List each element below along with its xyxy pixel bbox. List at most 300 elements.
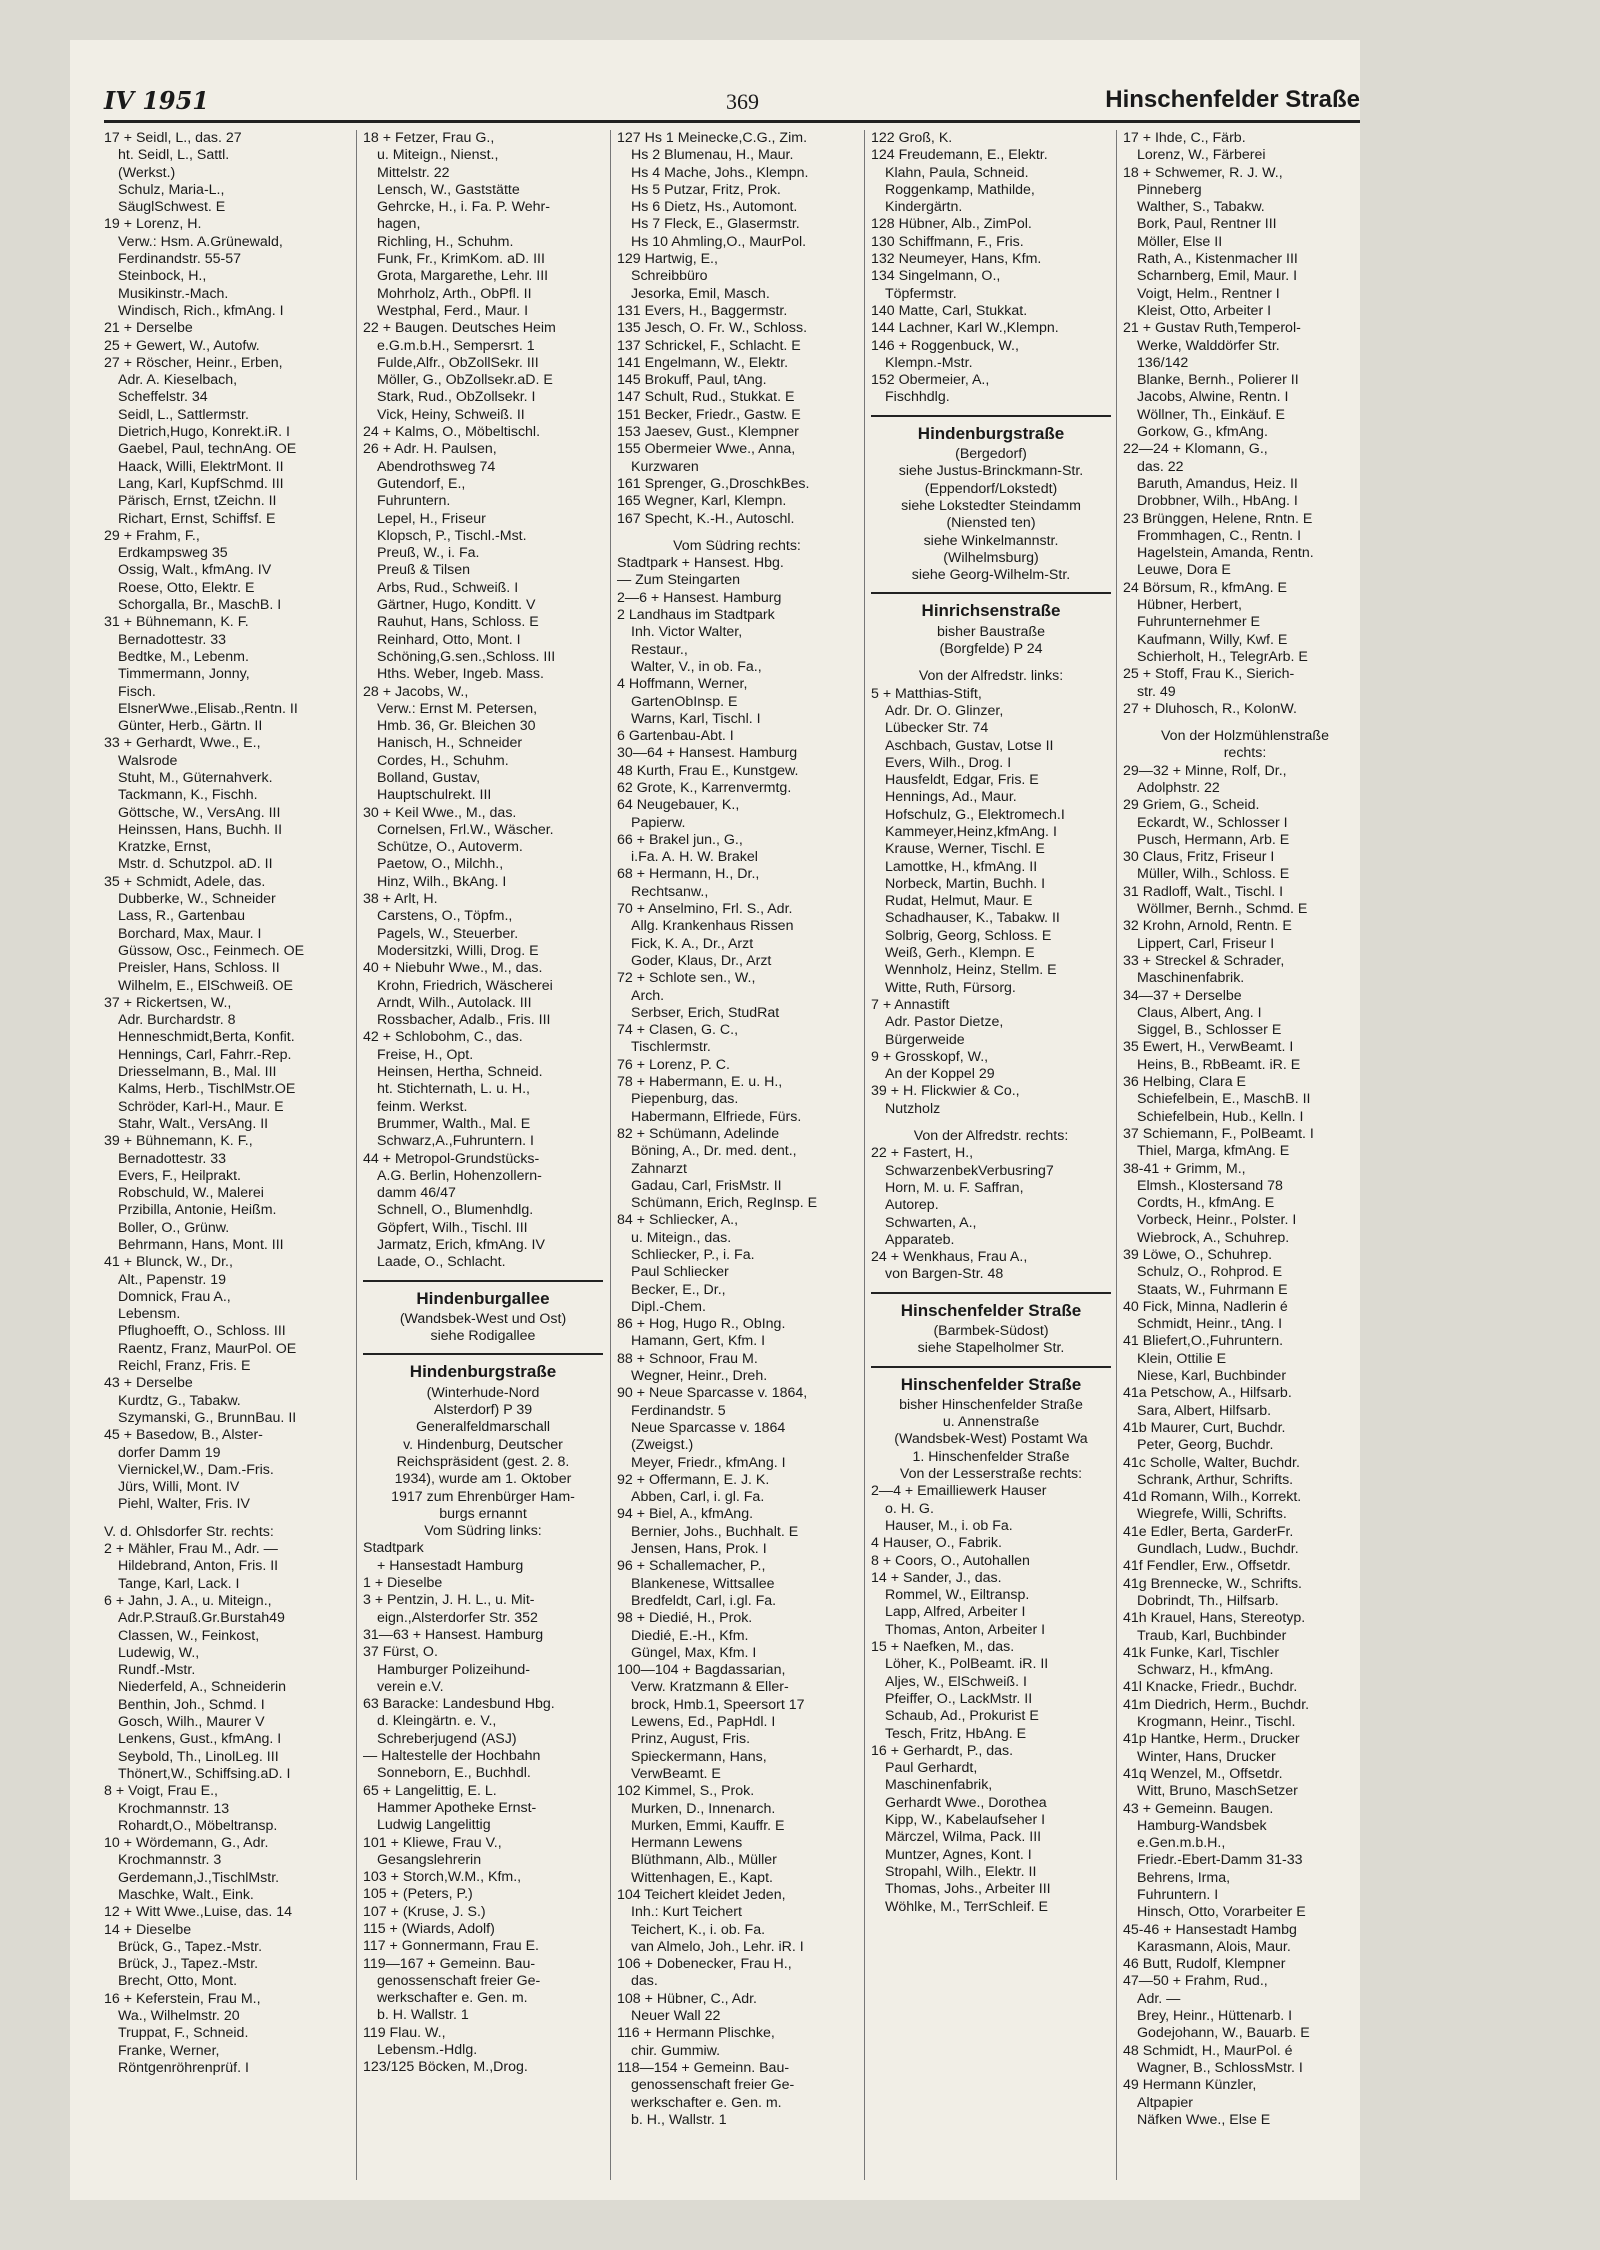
resident-entry: Hamburger Polizeihund- bbox=[377, 1661, 530, 1678]
house-entry: 22 + Fastert, H., bbox=[871, 1145, 974, 1162]
house-entry: 119—167 + Gemeinn. Bau- bbox=[363, 1955, 536, 1972]
resident-entry: SäuglSchwest. E bbox=[118, 199, 226, 216]
section-note: (Barmbek-Südost) bbox=[933, 1323, 1049, 1339]
house-entry: 122 Groß, K. bbox=[871, 130, 953, 146]
house-entry: 165 Wegner, Karl, Klempn. bbox=[617, 493, 787, 510]
resident-entry: Walter, V., in ob. Fa., bbox=[631, 658, 762, 675]
house-entry: 45-46 + Hansestadt Hambg bbox=[1123, 1921, 1297, 1938]
resident-entry: Witte, Ruth, Fürsorg. bbox=[885, 979, 1016, 996]
resident-entry: Werke, Walddörfer Str. bbox=[1137, 337, 1280, 354]
resident-entry: Dipl.-Chem. bbox=[631, 1298, 706, 1315]
house-entry: 41b Maurer, Curt, Buchdr. bbox=[1123, 1419, 1286, 1436]
house-entry: 115 + (Wiards, Adolf) bbox=[363, 1920, 495, 1937]
resident-entry: Fuhruntern. bbox=[377, 493, 451, 510]
resident-entry: Lepel, H., Friseur bbox=[377, 510, 486, 527]
house-entry: 3 + Pentzin, J. H. L., u. Mit- bbox=[363, 1592, 535, 1609]
section-note: Generalfeldmarschall bbox=[415, 1419, 551, 1436]
resident-entry: Bedtke, M., Lebenm. bbox=[118, 648, 249, 665]
resident-entry: Walther, S., Tabakw. bbox=[1137, 199, 1265, 216]
house-entry: 2 + Mähler, Frau M., Adr. — bbox=[104, 1541, 278, 1558]
house-entry: 4 Hauser, O., Fabrik. bbox=[871, 1535, 1002, 1552]
resident-entry: Weiß, Gerh., Klempn. E bbox=[885, 945, 1035, 962]
resident-entry: Brummer, Walth., Mal. E bbox=[377, 1115, 531, 1132]
resident-entry: Gaebel, Paul, technAng. OE bbox=[118, 441, 297, 458]
resident-entry: Jesorka, Emil, Masch. bbox=[631, 285, 770, 302]
resident-entry: Heinsen, Hertha, Schneid. bbox=[377, 1064, 543, 1081]
resident-entry: Tange, Karl, Lack. I bbox=[118, 1575, 240, 1592]
resident-entry: Pagels, W., Steuerber. bbox=[377, 925, 519, 942]
house-entry: 140 Matte, Carl, Stukkat. bbox=[871, 302, 1028, 319]
resident-entry: Aschbach, Gustav, Lotse II bbox=[885, 737, 1054, 754]
house-entry: 65 + Langelittig, E. L. bbox=[363, 1782, 497, 1799]
resident-entry: Behrmann, Hans, Mont. III bbox=[118, 1237, 284, 1253]
section-note: (Niensted ten) bbox=[946, 515, 1036, 532]
spacer bbox=[871, 658, 1111, 668]
section-note: (Bergedorf) bbox=[955, 446, 1027, 463]
resident-entry: Brey, Heinr., Hüttenarb. I bbox=[1137, 2008, 1293, 2025]
resident-entry: o. H. G. bbox=[885, 1500, 934, 1517]
resident-entry: Jensen, Hans, Prok. I bbox=[631, 1541, 767, 1558]
resident-entry: Schaub, Ad., Prokurist E bbox=[885, 1708, 1039, 1725]
section-note: burgs ernannt bbox=[439, 1505, 527, 1522]
resident-entry: Ludewig, W., bbox=[118, 1644, 200, 1661]
house-entry: 24 + Wenkhaus, Frau A., bbox=[871, 1249, 1028, 1266]
house-entry: 16 + Keferstein, Frau M., bbox=[104, 1990, 261, 2007]
house-entry: 41a Petschow, A., Hilfsarb. bbox=[1123, 1385, 1292, 1402]
resident-entry: Mittelstr. 22 bbox=[377, 164, 450, 181]
resident-entry: Gärtner, Hugo, Konditt. V bbox=[377, 597, 536, 614]
resident-entry: werkschafter e. Gen. m. bbox=[377, 1990, 528, 2007]
resident-entry: Henneschmidt,Berta, Konfit. bbox=[118, 1029, 295, 1046]
resident-entry: Wöllner, Th., Einkäuf. E bbox=[1137, 406, 1285, 423]
resident-entry: dorfer Damm 19 bbox=[118, 1444, 221, 1461]
house-entry: 47—50 + Frahm, Rud., bbox=[1123, 1973, 1268, 1990]
resident-entry: Adr. A. Kieselbach, bbox=[118, 372, 238, 389]
house-entry: 70 + Anselmino, Frl. S., Adr. bbox=[617, 901, 793, 918]
resident-entry: Lebensm. bbox=[118, 1306, 181, 1323]
resident-entry: u. Miteign., Nienst., bbox=[377, 147, 499, 164]
resident-entry: Evers, Wilh., Drog. I bbox=[885, 754, 1012, 771]
section-note: (Wandsbek-West) Postamt Wa bbox=[894, 1431, 1088, 1448]
house-entry: 15 + Naefken, M., das. bbox=[871, 1639, 1015, 1656]
resident-entry: Gehrcke, H., i. Fa. P. Wehr- bbox=[377, 199, 550, 216]
resident-entry: Röntgenröhrenprüf. I bbox=[118, 2059, 249, 2076]
resident-entry: Brecht, Otto, Mont. bbox=[118, 1973, 238, 1990]
resident-entry: Rohardt,O., Möbeltransp. bbox=[118, 1817, 278, 1834]
resident-entry: Hths. Weber, Ingeb. Mass. bbox=[377, 666, 544, 683]
resident-entry: Gundlach, Ludw., Buchdr. bbox=[1137, 1541, 1299, 1558]
resident-entry: Schwarz,A.,Fuhruntern. I bbox=[377, 1133, 534, 1150]
resident-entry: Pfeiffer, O., LackMstr. II bbox=[885, 1690, 1033, 1707]
resident-entry: Gorkow, G., kfmAng. bbox=[1137, 424, 1268, 441]
resident-entry: Thomas, Johs., Arbeiter III bbox=[885, 1881, 1051, 1898]
resident-entry: Fuhruntern. I bbox=[1137, 1886, 1219, 1903]
resident-entry: VerwBeamt. E bbox=[631, 1765, 721, 1782]
resident-entry: Hauptschulrekt. III bbox=[377, 787, 492, 804]
resident-entry: Murken, D., Innenarch. bbox=[631, 1800, 776, 1817]
column-5 bbox=[1116, 130, 1367, 2180]
resident-entry: Krochmannstr. 13 bbox=[118, 1800, 230, 1817]
house-entry: 106 + Dobenecker, Frau H., bbox=[617, 1956, 792, 1973]
page-section-year: IV 1951 bbox=[104, 86, 209, 115]
house-entry: 43 + Gemeinn. Baugen. bbox=[1123, 1800, 1274, 1817]
house-entry: 8 + Coors, O., Autohallen bbox=[871, 1552, 1030, 1569]
resident-entry: Reichl, Franz, Fris. E bbox=[118, 1358, 251, 1375]
resident-entry: Benthin, Joh., Schmd. I bbox=[118, 1696, 265, 1713]
resident-entry: eign.,Alsterdorfer Str. 352 bbox=[377, 1609, 538, 1626]
house-entry: 43 + Derselbe bbox=[104, 1375, 193, 1392]
resident-entry: Rommel, W., Eiltransp. bbox=[885, 1587, 1030, 1604]
resident-entry: Abendrothsweg 74 bbox=[377, 458, 496, 475]
house-entry: 41d Romann, Wilh., Korrekt. bbox=[1123, 1489, 1302, 1506]
resident-entry: Hildebrand, Anton, Fris. II bbox=[118, 1558, 279, 1575]
section-note: siehe Stapelholmer Str. bbox=[917, 1340, 1065, 1357]
resident-entry: Hofschulz, G., Elektromech.I bbox=[885, 806, 1065, 823]
resident-entry: e.G.m.b.H., Sempersrt. 1 bbox=[377, 337, 535, 354]
resident-entry: Kipp, W., Kabelaufseher I bbox=[885, 1812, 1046, 1829]
house-entry: 30 + Keil Wwe., M., das. bbox=[363, 804, 517, 821]
section-note: siehe Lokstedter Steindamm bbox=[901, 497, 1081, 514]
resident-entry: Mstr. d. Schutzpol. aD. II bbox=[118, 856, 273, 873]
resident-entry: Vorbeck, Heinr., Polster. I bbox=[1137, 1212, 1297, 1229]
house-entry: 24 Börsum, R., kfmAng. E bbox=[1123, 579, 1288, 596]
resident-entry: Schnell, O., Blumenhdlg. bbox=[377, 1202, 534, 1219]
resident-entry: das. 22 bbox=[1137, 458, 1184, 475]
resident-entry: Jarmatz, Erich, kfmAng. IV bbox=[377, 1237, 545, 1253]
resident-entry: Raentz, Franz, MaurPol. OE bbox=[118, 1340, 297, 1357]
resident-entry: Güngel, Max, Kfm. I bbox=[631, 1644, 757, 1661]
house-entry: 34—37 + Derselbe bbox=[1123, 987, 1242, 1004]
resident-entry: Fulde,Alfr., ObZollSekr. III bbox=[377, 354, 539, 371]
resident-entry: Rossbacher, Adalb., Fris. III bbox=[377, 1012, 551, 1029]
resident-entry: Rauhut, Hans, Schloss. E bbox=[377, 614, 539, 631]
resident-entry: Lippert, Carl, Friseur I bbox=[1137, 935, 1275, 952]
resident-entry: Claus, Albert, Ang. I bbox=[1137, 1004, 1262, 1021]
resident-entry: Niederfeld, A., Schneiderin bbox=[118, 1679, 286, 1696]
house-entry: 33 + Gerhardt, Wwe., E., bbox=[104, 735, 261, 752]
resident-entry: Gerhardt Wwe., Dorothea bbox=[885, 1794, 1047, 1811]
house-entry: 28 + Jacobs, W., bbox=[363, 683, 469, 700]
resident-entry: Kurdtz, G., Tabakw. bbox=[118, 1392, 241, 1409]
house-entry: 129 Hartwig, E., bbox=[617, 251, 718, 268]
resident-entry: Lensch, W., Gaststätte bbox=[377, 181, 520, 198]
resident-entry: Wittenhagen, E., Kapt. bbox=[631, 1869, 773, 1886]
resident-entry: Klein, Ottilie E bbox=[1137, 1350, 1227, 1367]
resident-entry: Zahnarzt bbox=[631, 1160, 687, 1177]
resident-entry: b. H. Wallstr. 1 bbox=[377, 2007, 469, 2024]
resident-entry: Meyer, Friedr., kfmAng. I bbox=[631, 1454, 786, 1471]
street-heading: Hinschenfelder Straße bbox=[871, 1366, 1111, 1393]
house-entry: V. d. Ohlsdorfer Str. rechts: bbox=[104, 1523, 274, 1540]
resident-entry: u. Miteign., das. bbox=[631, 1229, 732, 1246]
resident-entry: Seidl, L., Sattlermstr. bbox=[118, 406, 249, 423]
house-entry: 82 + Schümann, Adelinde bbox=[617, 1125, 780, 1142]
resident-entry: hagen, bbox=[377, 216, 421, 233]
resident-entry: Klopsch, P., Tischl.-Mst. bbox=[377, 527, 527, 544]
resident-entry: Schröder, Karl-H., Maur. E bbox=[118, 1098, 284, 1115]
house-entry: 23 Brünggen, Helene, Rntn. E bbox=[1123, 510, 1313, 527]
house-entry: 32 Krohn, Arnold, Rentn. E bbox=[1123, 918, 1292, 935]
resident-entry: Gosch, Wilh., Maurer V bbox=[118, 1714, 265, 1731]
resident-entry: Gerdemann,J.,TischlMstr. bbox=[118, 1869, 280, 1886]
resident-entry: str. 49 bbox=[1137, 683, 1176, 700]
resident-entry: Laade, O., Schlacht. bbox=[377, 1254, 506, 1271]
resident-entry: Przibilla, Antonie, Heißm. bbox=[118, 1202, 277, 1219]
section-note: Von der Alfredstr. rechts: bbox=[913, 1128, 1069, 1145]
resident-entry: genossenschaft freier Ge- bbox=[377, 1972, 541, 1989]
section-note: siehe Winkelmannstr. bbox=[923, 532, 1059, 549]
resident-entry: Thönert,W., Schiffsing.aD. I bbox=[118, 1765, 291, 1782]
house-entry: 127 Hs 1 Meinecke,C.G., Zim. bbox=[617, 130, 808, 146]
resident-entry: Arbs, Rud., Schweiß. I bbox=[377, 579, 519, 596]
resident-entry: verein e.V. bbox=[377, 1678, 444, 1695]
house-entry: 37 + Rickertsen, W., bbox=[104, 994, 232, 1011]
resident-entry: werkschafter e. Gen. m. bbox=[631, 2094, 782, 2111]
resident-entry: Restaur., bbox=[631, 641, 688, 658]
spacer bbox=[104, 1514, 344, 1524]
resident-entry: Töpfermstr. bbox=[885, 285, 957, 302]
resident-entry: Schiefelbein, E., MaschB. II bbox=[1137, 1091, 1311, 1108]
resident-entry: Thiel, Marga, kfmAng. E bbox=[1137, 1143, 1290, 1160]
resident-entry: Sonneborn, E., Buchhdl. bbox=[377, 1765, 531, 1782]
resident-entry: Lapp, Alfred, Arbeiter I bbox=[885, 1604, 1026, 1621]
resident-entry: Arch. bbox=[631, 987, 665, 1004]
house-entry: 144 Lachner, Karl W.,Klempn. bbox=[871, 320, 1059, 337]
resident-entry: Lebensm.-Hdlg. bbox=[377, 2042, 478, 2059]
resident-entry: Funk, Fr., KrimKom. aD. III bbox=[377, 251, 545, 268]
resident-entry: Adr.P.Strauß.Gr.Burstah49 bbox=[118, 1610, 285, 1627]
resident-entry: van Almelo, Joh., Lehr. iR. I bbox=[631, 1938, 804, 1955]
resident-entry: Paul Schliecker bbox=[631, 1264, 729, 1281]
resident-entry: Paetow, O., Milchh., bbox=[377, 856, 504, 873]
resident-entry: Seybold, Th., LinolLeg. III bbox=[118, 1748, 279, 1765]
house-entry: 108 + Hübner, C., Adr. bbox=[617, 1990, 757, 2007]
resident-entry: Altpapier bbox=[1137, 2094, 1193, 2111]
resident-entry: Teichert, K., i. ob. Fa. bbox=[631, 1921, 766, 1938]
resident-entry: Robschuld, W., Malerei bbox=[118, 1185, 264, 1202]
resident-entry: Verw.: Ernst M. Petersen, bbox=[377, 700, 538, 717]
resident-entry: Maschke, Walt., Eink. bbox=[118, 1886, 254, 1903]
resident-entry: Thomas, Anton, Arbeiter I bbox=[885, 1621, 1046, 1638]
resident-entry: Kindergärtn. bbox=[885, 199, 963, 216]
resident-entry: ht. Seidl, L., Sattl. bbox=[118, 147, 230, 164]
resident-entry: Märczel, Wilma, Pack. III bbox=[885, 1829, 1042, 1846]
section-note: Von der Alfredstr. links: bbox=[918, 668, 1064, 685]
house-entry: 104 Teichert kleidet Jeden, bbox=[617, 1886, 786, 1903]
resident-entry: Löher, K., PolBeamt. iR. II bbox=[885, 1656, 1049, 1673]
resident-entry: Evers, F., Heilprakt. bbox=[118, 1167, 241, 1184]
resident-entry: (Zweigst.) bbox=[631, 1437, 694, 1454]
resident-entry: Baruth, Amandus, Heiz. II bbox=[1137, 475, 1298, 492]
resident-entry: Erdkampsweg 35 bbox=[118, 545, 228, 562]
resident-entry: Güssow, Osc., Feinmech. OE bbox=[118, 942, 305, 959]
house-entry: 7 + Annastift bbox=[871, 996, 950, 1013]
house-entry: 37 Schiemann, F., PolBeamt. I bbox=[1123, 1125, 1314, 1142]
resident-entry: Spieckermann, Hans, bbox=[631, 1748, 767, 1765]
house-entry: 41f Fendler, Erw., Offsetdr. bbox=[1123, 1558, 1291, 1575]
resident-entry: Kaufmann, Willy, Kwf. E bbox=[1137, 631, 1288, 648]
resident-entry: Rudat, Helmut, Maur. E bbox=[885, 893, 1033, 910]
house-entry: 155 Obermeier Wwe., Anna, bbox=[617, 441, 796, 458]
resident-entry: An der Koppel 29 bbox=[885, 1066, 995, 1083]
house-entry: 39 Löwe, O., Schuhrep. bbox=[1123, 1247, 1273, 1263]
resident-entry: Adolphstr. 22 bbox=[1137, 779, 1220, 796]
resident-entry: Allg. Krankenhaus Rissen bbox=[631, 918, 794, 935]
section-note: bisher Hinschenfelder Straße bbox=[899, 1396, 1083, 1413]
house-entry: 44 + Metropol-Grundstücks- bbox=[363, 1150, 540, 1167]
resident-entry: 136/142 bbox=[1137, 354, 1189, 371]
house-entry: 42 + Schlobohm, C., das. bbox=[363, 1029, 523, 1046]
house-entry: 137 Schrickel, F., Schlacht. E bbox=[617, 337, 801, 354]
resident-entry: Westphal, Ferd., Maur. I bbox=[377, 302, 529, 319]
resident-entry: Truppat, F., Schneid. bbox=[118, 2025, 249, 2042]
resident-entry: Staats, W., Fuhrmann E bbox=[1137, 1281, 1288, 1298]
spacer bbox=[871, 1118, 1111, 1128]
resident-entry: Lenkens, Gust., kfmAng. I bbox=[118, 1731, 282, 1748]
house-entry: 41g Brennecke, W., Schrifts. bbox=[1123, 1575, 1302, 1592]
house-entry: 26 + Adr. H. Paulsen, bbox=[363, 441, 497, 458]
resident-entry: Hinsch, Otto, Vorarbeiter E bbox=[1137, 1904, 1306, 1921]
resident-entry: Heins, B., RbBeamt. iR. E bbox=[1137, 1056, 1301, 1073]
resident-entry: von Bargen-Str. 48 bbox=[885, 1266, 1004, 1283]
resident-entry: Elmsh., Klostersand 78 bbox=[1137, 1177, 1283, 1194]
resident-entry: Hermann Lewens bbox=[631, 1835, 743, 1852]
house-entry: 41h Krauel, Hans, Stereotyp. bbox=[1123, 1610, 1306, 1627]
resident-entry: Mohrholz, Arth., ObPfl. II bbox=[377, 285, 532, 302]
house-entry: 118—154 + Gemeinn. Bau- bbox=[617, 2059, 790, 2076]
section-note: Von der Lesserstraße rechts: bbox=[899, 1466, 1083, 1483]
resident-entry: Wöhlke, M., TerrSchleif. E bbox=[885, 1898, 1048, 1915]
resident-entry: Piepenburg, das. bbox=[631, 1091, 739, 1108]
resident-entry: Hübner, Herbert, bbox=[1137, 597, 1242, 614]
house-entry: 35 Ewert, H., VerwBeamt. I bbox=[1123, 1039, 1294, 1056]
resident-entry: Kurzwaren bbox=[631, 458, 699, 475]
resident-entry: Siggel, B., Schlosser E bbox=[1137, 1022, 1282, 1039]
resident-entry: Lübecker Str. 74 bbox=[885, 720, 989, 737]
resident-entry: Sara, Albert, Hilfsarb. bbox=[1137, 1402, 1272, 1419]
house-entry: 145 Brokuff, Paul, tAng. bbox=[617, 372, 767, 389]
resident-entry: Stahr, Walt., VersAng. II bbox=[118, 1115, 269, 1132]
resident-entry: Piehl, Walter, Fris. IV bbox=[118, 1496, 250, 1513]
resident-entry: Franke, Werner, bbox=[118, 2042, 220, 2059]
resident-entry: Verw. Kratzmann & Eller- bbox=[631, 1679, 789, 1696]
resident-entry: chir. Gummiw. bbox=[631, 2042, 721, 2059]
resident-entry: Schorgalla, Br., MaschB. I bbox=[118, 597, 282, 614]
page-street-heading: Hinschenfelder Straße bbox=[1105, 86, 1360, 113]
resident-entry: Arndt, Wilh., Autolack. III bbox=[377, 994, 532, 1011]
column-4 bbox=[864, 130, 1111, 2180]
resident-entry: A.G. Berlin, Hohenzollern- bbox=[377, 1167, 542, 1184]
resident-entry: Schrank, Arthur, Schrifts. bbox=[1137, 1471, 1294, 1488]
resident-entry: Domnick, Frau A., bbox=[118, 1288, 231, 1305]
resident-entry: Wiegrefe, Willi, Schrifts. bbox=[1137, 1506, 1287, 1523]
resident-entry: Richling, H., Schuhm. bbox=[377, 233, 514, 250]
resident-entry: Rundf.-Mstr. bbox=[118, 1662, 196, 1679]
house-entry: 9 + Grosskopf, W., bbox=[871, 1048, 989, 1065]
resident-entry: Gutendorf, E., bbox=[377, 475, 466, 492]
resident-entry: i.Fa. A. H. W. Brakel bbox=[631, 849, 758, 866]
house-entry: 98 + Diedié, H., Prok. bbox=[617, 1610, 753, 1627]
resident-entry: Hanisch, H., Schneider bbox=[377, 735, 523, 752]
resident-entry: Tischlermstr. bbox=[631, 1039, 711, 1056]
resident-entry: Pusch, Hermann, Arb. E bbox=[1137, 831, 1290, 848]
resident-entry: Adr. — bbox=[1137, 1990, 1181, 2007]
resident-entry: Scheffelstr. 34 bbox=[118, 389, 208, 406]
resident-entry: Bolland, Gustav, bbox=[377, 769, 481, 786]
house-entry: 10 + Wördemann, G., Adr. bbox=[104, 1835, 269, 1852]
resident-entry: Näfken Wwe., Else E bbox=[1137, 2111, 1271, 2128]
house-entry: 17 + Seidl, L., das. 27 bbox=[104, 130, 242, 146]
resident-entry: + Hansestadt Hamburg bbox=[377, 1557, 524, 1574]
resident-entry: Viernickel,W., Dam.-Fris. bbox=[118, 1461, 274, 1478]
house-entry: 6 Gartenbau-Abt. I bbox=[617, 728, 734, 745]
house-entry: 31—63 + Hansest. Hamburg bbox=[363, 1626, 544, 1643]
resident-entry: Dubberke, W., Schneider bbox=[118, 891, 276, 908]
resident-entry: Diedié, E.-H., Kfm. bbox=[631, 1627, 749, 1644]
resident-entry: Pinneberg bbox=[1137, 181, 1202, 198]
section-note: u. Annenstraße bbox=[942, 1414, 1040, 1431]
house-entry: 25 + Stoff, Frau K., Sierich- bbox=[1123, 666, 1295, 683]
street-heading: Hinrichsenstraße bbox=[871, 592, 1111, 619]
resident-entry: Inh.: Kurt Teichert bbox=[631, 1904, 742, 1921]
resident-entry: Hamann, Gert, Kfm. I bbox=[631, 1333, 766, 1350]
resident-entry: Krause, Werner, Tischl. E bbox=[885, 841, 1045, 858]
resident-entry: brock, Hmb.1, Speersort 17 bbox=[631, 1696, 805, 1713]
resident-entry: Ludwig Langelittig bbox=[377, 1817, 491, 1834]
resident-entry: Timmermann, Jonny, bbox=[118, 666, 250, 683]
section-note: 1917 zum Ehrenbürger Ham- bbox=[391, 1488, 575, 1505]
house-entry: 38-41 + Grimm, M., bbox=[1123, 1160, 1246, 1177]
resident-entry: Bernier, Johs., Buchhalt. E bbox=[631, 1523, 799, 1540]
resident-entry: Scharnberg, Emil, Maur. I bbox=[1137, 268, 1298, 285]
resident-entry: Autorep. bbox=[885, 1197, 939, 1214]
resident-entry: Bürgerweide bbox=[885, 1031, 965, 1048]
resident-entry: Carstens, O., Töpfm., bbox=[377, 908, 513, 925]
house-entry: 134 Singelmann, O., bbox=[871, 268, 1001, 285]
resident-entry: Richart, Ernst, Schiffsf. E bbox=[118, 510, 276, 527]
house-entry: 4 Hoffmann, Werner, bbox=[617, 676, 748, 693]
resident-entry: Musikinstr.-Mach. bbox=[118, 285, 229, 302]
resident-entry: Fisch. bbox=[118, 683, 156, 700]
resident-entry: Schütze, O., Autoverm. bbox=[377, 839, 523, 856]
resident-entry: Müller, Wilh., Schloss. E bbox=[1137, 866, 1290, 883]
resident-entry: Wagner, B., SchlossMstr. I bbox=[1137, 2059, 1303, 2076]
resident-entry: Winter, Hans, Drucker bbox=[1137, 1748, 1276, 1765]
house-entry: 90 + Neue Sparcasse v. 1864, bbox=[617, 1385, 808, 1402]
resident-entry: Leuwe, Dora E bbox=[1137, 562, 1231, 579]
house-entry: 18 + Schwemer, R. J. W., bbox=[1123, 164, 1283, 181]
resident-entry: Ferdinandstr. 55-57 bbox=[118, 251, 242, 268]
resident-entry: Brück, J., Tapez.-Mstr. bbox=[118, 1956, 259, 1973]
resident-entry: Niese, Karl, Buchbinder bbox=[1137, 1368, 1287, 1385]
resident-entry: Bernadottestr. 33 bbox=[118, 1150, 227, 1167]
house-entry: 14 + Dieselbe bbox=[104, 1921, 192, 1938]
resident-entry: Kratzke, Ernst, bbox=[118, 839, 212, 856]
house-entry: 167 Specht, K.-H., Autoschl. bbox=[617, 510, 795, 527]
resident-entry: Paul Gerhardt, bbox=[885, 1760, 978, 1777]
resident-entry: Ferdinandstr. 5 bbox=[631, 1402, 726, 1419]
resident-entry: Aljes, W., ElSchweiß. I bbox=[885, 1673, 1027, 1690]
house-entry: 107 + (Kruse, J. S.) bbox=[363, 1903, 486, 1920]
section-note: siehe Justus-Brinckmann-Str. bbox=[898, 463, 1084, 480]
resident-entry: Alt., Papenstr. 19 bbox=[118, 1271, 227, 1288]
house-entry: 103 + Storch,W.M., Kfm., bbox=[363, 1869, 522, 1886]
resident-entry: Karasmann, Alois, Maur. bbox=[1137, 1938, 1291, 1955]
resident-entry: damm 46/47 bbox=[377, 1185, 456, 1202]
resident-entry: Hennings, Ad., Maur. bbox=[885, 789, 1017, 806]
resident-entry: Heinssen, Hans, Buchh. II bbox=[118, 821, 283, 838]
house-entry: 105 + (Peters, P.) bbox=[363, 1886, 473, 1903]
